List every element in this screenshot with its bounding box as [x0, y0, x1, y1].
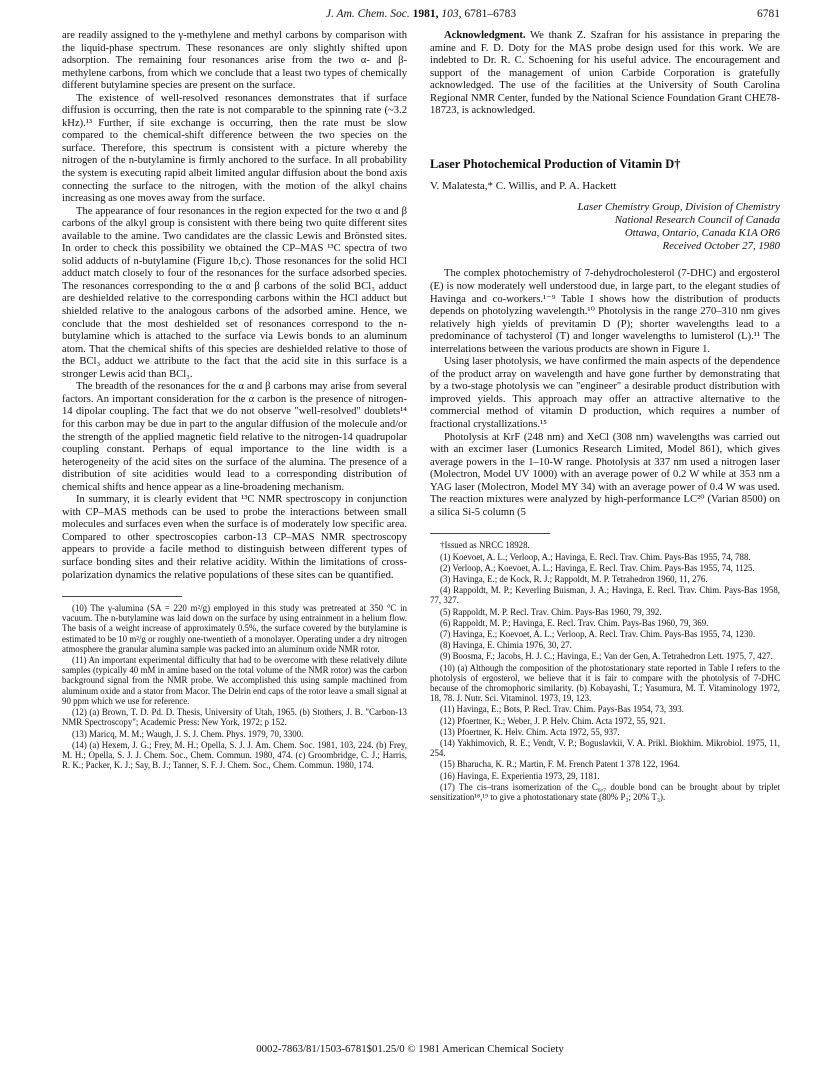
footnote: (12) (a) Brown, T. D. Pd. D. Thesis, University of Utah, 1965. (b) Stothers, J. B. "Carbon-13 NMR Spectroscopy"; Academic Press: New York, 1972; p 152. — [62, 707, 407, 728]
acknowledgment-text: We thank Z. Szafran for his assistance in preparing the amine and F. D. Doty for the MAS probe design used for this work. We are indebted to Dr. R. C. Schoening for his useful advice. The encouragement and support of the management of union Carbide Corporation is gratefully acknowledged. The use of the facilities at the University of South Carolina Regional NMR Center, funded by the National Science Foundation Grant CHE78-18723, is acknowledged. — [430, 30, 780, 117]
affiliation-line: Ottawa, Ontario, Canada K1A OR6 — [624, 226, 780, 239]
page-number: 6781 — [757, 8, 780, 20]
body-paragraph: The complex photochemistry of 7-dehydrocholesterol (7-DHC) and ergosterol (E) is now moderately well understood due, in large part, to the elegant studies of Havinga and co-workers.¹⁻⁹ Table I shows how the distribution of products depends on photolyzing wavelength.¹⁰ Photolysis in the range 270–310 nm gives relatively high yields of previtamin D (P); shorter wavelengths lead to a predominance of tachysterol (T) and longer wavelengths to lumisterol (L).¹¹ The interrelations between the various products are shown in Figure 1. — [430, 268, 780, 355]
received-date: Received October 27, 1980 — [662, 239, 780, 252]
footnote: (9) Boosma, F.; Jacobs, H. J. C.; Havinga, E.; Van der Gen, A. Tetrahedron Lett. 1975, 7, 427. — [440, 651, 773, 662]
footnote: (12) Pfoertner, K.; Weber, J. P. Helv. Chim. Acta 1972, 55, 921. — [440, 715, 666, 726]
body-paragraph: Photolysis at KrF (248 nm) and XeCl (308 nm) wavelengths was carried out with an excimer laser (Lumonics Research Limited, Model 861), which gives average powers in the 1–10-W range. Photolysis at 337 nm used a nitrogen laser (Molectron, Model UV 1000) with an average power of 0.2 W while at 353 nm a YAG laser (Molectron, Model MY 34) with an average power of 0.4 W was used. The reaction mixtures were analyzed by high-performance LC²⁰ (Varian 8500) on a silica Si-5 column (5 — [430, 431, 780, 518]
article-title: Laser Photochemical Production of Vitamin D† — [430, 156, 681, 171]
footnote: (7) Havinga, E.; Koevoet, A. L.; Verloop, A. Recl. Trav. Chim. Pays-Bas 1955, 74, 1230. — [440, 629, 756, 640]
acknowledgment — [430, 30, 780, 118]
affiliation-line: National Research Council of Canada — [614, 213, 780, 226]
copyright-footer: 0002-7863/81/1503-6781$01.25/0 © 1981 American Chemical Society — [256, 1043, 564, 1055]
footnote-rule — [62, 596, 182, 597]
footnote: (14) Yakhimovich, R. E.; Vendt, V. P.; Boguslavkii, V. A. Prikl. Biokhim. Mikrobiol. 1975, 11, 254. — [430, 738, 780, 759]
footnote: (10) (a) Although the composition of the photostationary state reported in Table I refers to the photolysis of ergosterol, we believe that it is fair to compare with the photolysis of 7-DHC because of the chromophoric similarity. (b) Kobayashi, T.; Yasumura, M. T. Vitaminology 1972, 18, 78. J. Nutr. Sci. Vitaminol. 1973, 19, 123. — [430, 662, 780, 704]
footnote: (13) Maricq, M. M.; Waugh, J. S. J. Chem. Phys. 1979, 70, 3300. — [72, 728, 304, 739]
journal-volume: 103, — [441, 8, 462, 20]
journal-year: 1981, — [412, 8, 439, 20]
footnote: (2) Verloop, A.; Koevoet, A. L.; Havinga, E. Recl. Trav. Chim. Pays-Bas 1955, 74, 1125. — [440, 562, 755, 573]
affiliation-line: Laser Chemistry Group, Division of Chemistry — [577, 200, 780, 213]
left-column — [62, 30, 407, 771]
body-paragraph: The breadth of the resonances for the α and β carbons may arise from several factors. An important consideration for the α carbon is the presence of nitrogen-14 dipolar coupling. The fact that we do not observe "well-resolved" doublets¹⁴ for this carbon may be due in part to the angular diffusion of the molecule and/or the strength of the applied magnetic field relative to the nitrogen-14 quadrupolar coupling constant. Perhaps of equal importance to the line width is a heterogeneity of the acid sites on the surface of the alumina. The presence of a distribution of site acidities would lead to a corresponding distribution of chemical shifts and hence appear as a line-broadening mechanism. — [62, 381, 407, 493]
authors: V. Malatesta,* C. Willis, and P. A. Hackett — [430, 180, 617, 193]
footnote-rule — [430, 533, 550, 534]
footnote: (16) Havinga, E. Experientia 1973, 29, 1181. — [440, 770, 600, 781]
body-paragraph: Using laser photolysis, we have confirmed the main aspects of the dependence of the product array on wavelength and have gone further by demonstrating that by a two-stage photolysis we can "engineer" a desirable product distribution with improved yields. This approach may offer an attractive alternative to the commercial method of vitamin D production, which requires a number of fractional crystallizations.¹⁵ — [430, 356, 780, 431]
footnote: (3) Havinga, E.; de Kock, R. J.; Rappoldt, M. P. Tetrahedron 1960, 11, 276. — [440, 574, 708, 585]
journal-name: J. Am. Chem. Soc. — [325, 8, 410, 20]
footnote: (10) The γ-alumina (SA = 220 m²/g) employed in this study was pretreated at 350 °C in vacuum. The n-butylamine was laid down on the surface by using entrainment in a helium flow. The basis of a weight increase of approximately 0.5%, the surface covered by the butylamine is estimated to be 10 m²/g or roughly one-twentieth of a monolayer. Operating under a dry nitrogen atmosphere the granular alumina sample was packed into an aluminum oxide NMR rotor. — [62, 603, 407, 654]
body-paragraph: The existence of well-resolved resonances demonstrates that if surface diffusion is occurring, then the rate is not comparable to the spinning rate (~3.2 kHz).¹³ Further, if site exchange is occurring, then the rate must be slow compared to the chemical-shift difference between the two species on the surface. Therefore, this spectrum is consistent with a picture whereby the nitrogen of the n-butylamine is firmly anchored to the surface. In all probability the system is executing rapid albeit limited angular diffusion about the bond axis connecting the surface to the nitrogen, with the motion of the alkyl chains increasing as one moves away from the surface. — [62, 92, 407, 205]
acknowledgment-heading: Acknowledgment. — [444, 30, 526, 41]
footnote: (11) Havinga, E.; Bots, P. Recl. Trav. Chim. Pays-Bas 1954, 73, 393. — [440, 704, 684, 715]
journal-pages: 6781–6783 — [464, 8, 517, 20]
body-paragraph: In summary, it is clearly evident that ¹³C NMR spectroscopy in conjunction with CP–MAS methods can be used to probe the interactions between small molecules and surfaces even when the surface is of moderately low specific area. Compared to other spectroscopies carbon-13 CP–MAS NMR spectroscopy appears to provide a facile method to distinguish between different types of surface bonding sites and their relative acidity. Within the limitations of cross-polarization dynamics the relative populations of these sites can be quantified. — [62, 494, 407, 581]
footnotes — [430, 540, 780, 802]
footnote: (5) Rappoldt, M. P. Recl. Trav. Chim. Pays-Bas 1960, 79, 392. — [440, 606, 662, 617]
running-head — [62, 8, 780, 24]
footnote: (14) (a) Hexem, J. G.; Frey, M. H.; Opella, S. J. J. Am. Chem. Soc. 1981, 103, 224. (b) Frey, M. H.; Opella, S. J. J. Chem. Soc., Chem. Commun. 1980, 474. (c) Groombridge, C. J.; Harris, R. K.; Packer, K. J.; Say, B. J.; Tanner, S. F. J. Chem. Soc., Chem. Commun. 1980, 174. — [62, 739, 407, 771]
right-column — [430, 30, 780, 803]
footnote: (15) Bharucha, K. R.; Martin, F. M. French Patent 1 378 122, 1964. — [440, 759, 680, 770]
footnote: (13) Pfoertner, K. Helv. Chim. Acta 1972, 55, 937. — [440, 726, 620, 737]
footnotes — [62, 603, 407, 770]
journal-citation — [62, 8, 780, 20]
footnote: (6) Rappoldt, M. P.; Havinga, E. Recl. Trav. Chim. Pays-Bas 1960, 79, 369. — [440, 617, 709, 628]
footnote: (1) Koevoet, A. L.; Verloop, A.; Havinga, E. Recl. Trav. Chim. Pays-Bas 1955, 74, 788. — [440, 551, 751, 562]
footnote: (4) Rappoldt, M. P.; Keverling Buisman, J. A.; Havinga, E. Recl. Trav. Chim. Pays-Bas 1958, 77, 327. — [430, 585, 780, 606]
footnote: (17) The cis–trans isomerization of the C₆,₇ double bond can be brought about by triplet sensitization¹⁸,¹⁹ to give a photostationary state (80% P₃; 20% T₃). — [430, 781, 780, 803]
footnote: (11) An important experimental difficulty that had to be overcome with these relatively dilute samples (typically 40 mM in amine based on the total volume of the NMR rotor) was the carbon background signal from the NMR probe. We accomplished this using sample machined from aluminum oxide and a stator from Macor. The Delrin end caps of the rotor leave a small signal at 90 ppm which we use for reference. — [62, 655, 407, 706]
footnote: †Issued as NRCC 18928. — [440, 540, 530, 551]
footnote: (8) Havinga, E. Chimia 1976, 30, 27. — [440, 640, 572, 651]
body-paragraph: are readily assigned to the γ-methylene and methyl carbons by comparison with the liquid-phase spectrum. These resonances are only slightly shifted upon adsorption. The remaining four resonances arise from the two α- and β-methylene carbons, from which we conclude that a least two types of chemically different butylamine species are present on the surface. — [62, 30, 407, 92]
body-paragraph: The appearance of four resonances in the region expected for the two α and β carbons of the alkyl group is consistent with there being two quite different sites available to the amine. Two candidates are the classic Lewis and Brönsted sites. In order to check this possibility we obtained the CP–MAS ¹³C spectra of two solid adducts of n-butylamine (Figure 1b,c). Those resonances for the solid HCl adduct match closely to four of the resonances for the surface adsorbed species. The resonances corresponding to the α and β carbons of the solid BCl₃ adduct are deshielded relative to the corresponding carbons within the HCl adduct but shielded relative to the analogous carbons of the adsorbed amine. Hence, we conclude that the most deshielded set of resonances correspond to the n-butylamine which is attached to the surface via Lewis bonds to an aluminum atom. That the chemical shifts of this species are deshielded relative to those of the BCl₃ adduct we attribute to the fact that the acid site in this surface is a stronger Lewis acid than BCl₃. — [62, 205, 407, 380]
